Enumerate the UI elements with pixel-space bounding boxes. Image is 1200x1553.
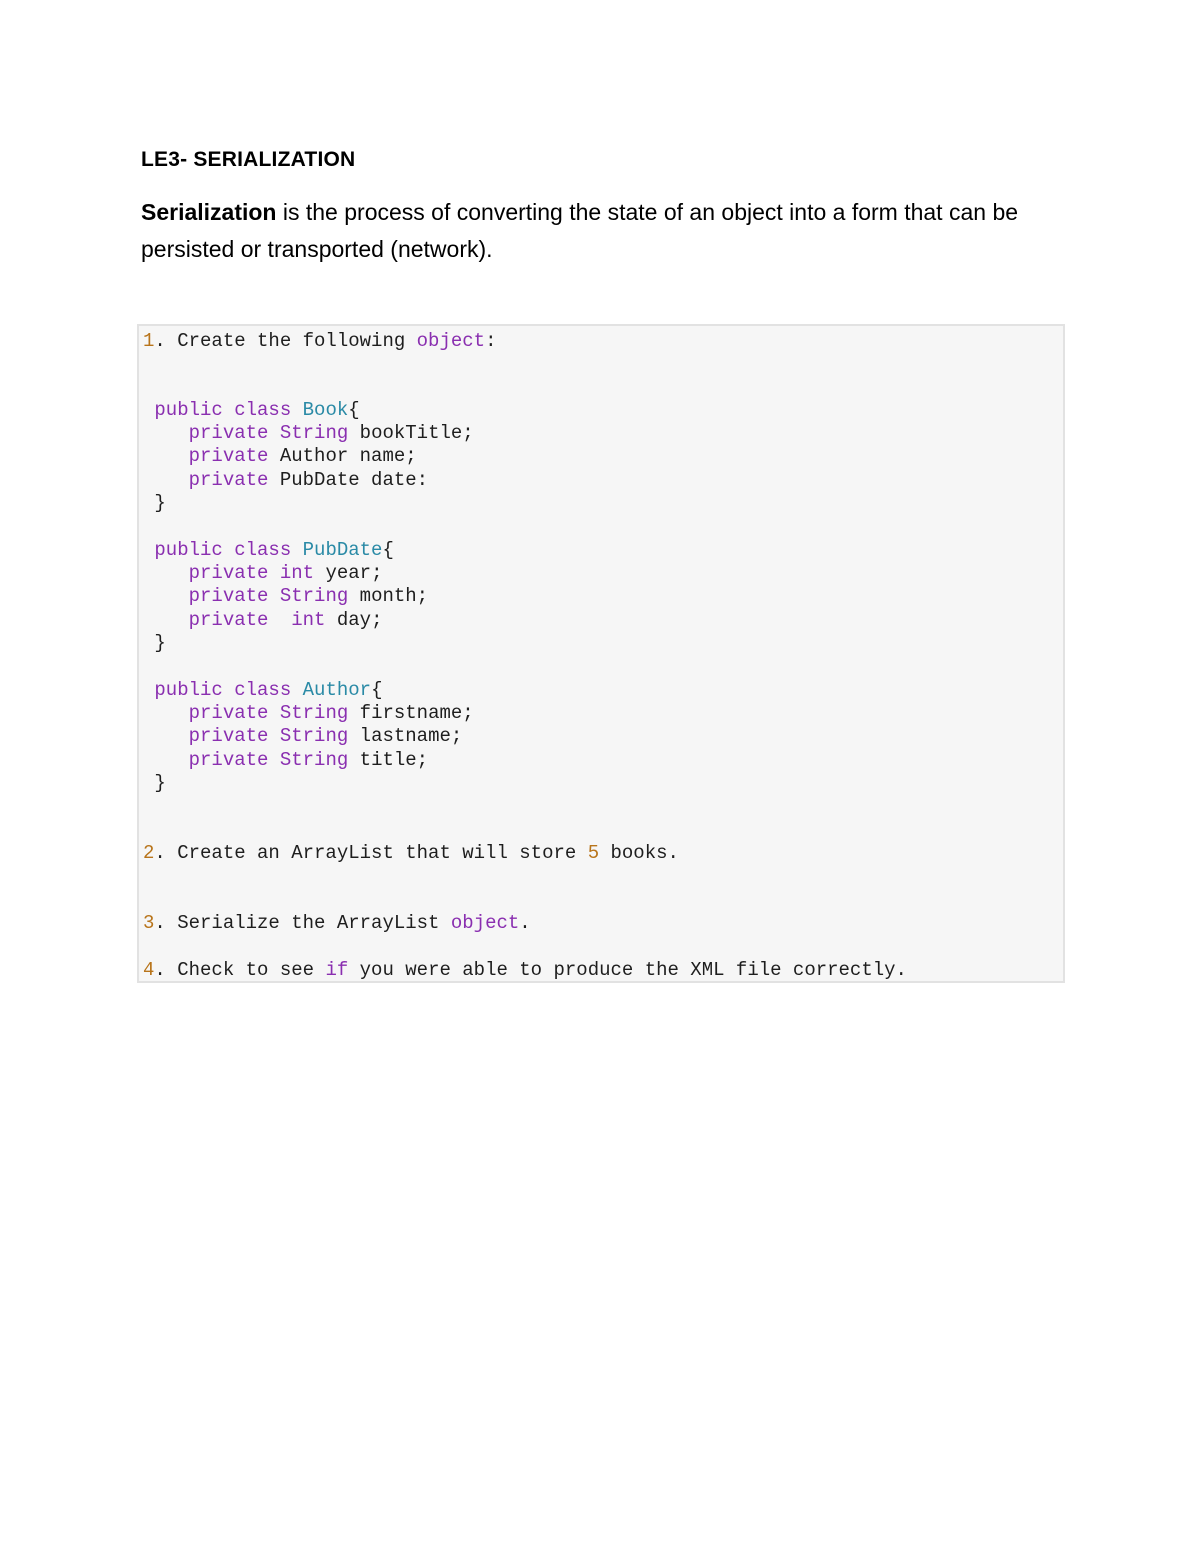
code-token: object bbox=[416, 330, 486, 352]
code-token bbox=[143, 445, 189, 467]
code-token: PubDate date: bbox=[268, 469, 429, 491]
intro-paragraph bbox=[141, 194, 1061, 268]
code-token: bookTitle; bbox=[348, 422, 474, 444]
code-token bbox=[143, 399, 154, 421]
code-token bbox=[143, 609, 189, 631]
code-token: you were able to produce the XML file correctly. bbox=[348, 959, 907, 981]
code-token: private bbox=[188, 562, 269, 584]
code-token: private bbox=[188, 609, 269, 631]
code-line bbox=[143, 468, 428, 492]
code-line bbox=[143, 771, 166, 795]
code-token: { bbox=[348, 399, 360, 421]
code-line bbox=[143, 584, 428, 608]
code-line bbox=[143, 841, 679, 865]
code-line bbox=[143, 491, 166, 515]
code-token: books. bbox=[599, 842, 679, 864]
code-token bbox=[268, 585, 279, 607]
code-token: Author name; bbox=[268, 445, 417, 467]
code-token bbox=[268, 749, 279, 771]
code-token bbox=[268, 422, 279, 444]
code-token bbox=[143, 725, 189, 747]
code-token: firstname; bbox=[348, 702, 474, 724]
intro-term: Serialization bbox=[141, 199, 277, 225]
code-token: 4 bbox=[143, 959, 155, 981]
code-token: PubDate bbox=[302, 539, 383, 561]
code-line bbox=[143, 631, 166, 655]
code-token: String bbox=[279, 585, 349, 607]
code-token bbox=[143, 585, 189, 607]
code-token: Book bbox=[302, 399, 349, 421]
code-token: String bbox=[279, 702, 349, 724]
code-line bbox=[143, 748, 428, 772]
code-token bbox=[268, 609, 291, 631]
code-token: private bbox=[188, 749, 269, 771]
code-token: private bbox=[188, 422, 269, 444]
code-token: private bbox=[188, 585, 269, 607]
code-line bbox=[143, 678, 382, 702]
code-token bbox=[268, 725, 279, 747]
code-token: private bbox=[188, 445, 269, 467]
code-token: public class bbox=[154, 679, 292, 701]
code-token: } bbox=[143, 492, 166, 514]
code-token bbox=[143, 422, 189, 444]
code-line bbox=[143, 561, 382, 585]
code-line bbox=[143, 421, 474, 445]
code-token: 1 bbox=[143, 330, 155, 352]
code-token: private bbox=[188, 702, 269, 724]
code-token: 2 bbox=[143, 842, 155, 864]
code-line bbox=[143, 608, 382, 632]
code-token: . Serialize the ArrayList bbox=[154, 912, 451, 934]
code-token: 3 bbox=[143, 912, 155, 934]
code-token: . Check to see bbox=[154, 959, 326, 981]
code-line bbox=[143, 911, 531, 935]
code-line bbox=[143, 398, 360, 422]
code-token: year; bbox=[314, 562, 383, 584]
code-token: month; bbox=[348, 585, 429, 607]
code-token: private bbox=[188, 725, 269, 747]
code-token bbox=[143, 562, 189, 584]
page-title: LE3- SERIALIZATION bbox=[141, 148, 356, 171]
code-line bbox=[143, 444, 417, 468]
code-token: { bbox=[371, 679, 383, 701]
code-token: int bbox=[291, 609, 326, 631]
code-token: . Create an ArrayList that will store bbox=[154, 842, 588, 864]
code-token bbox=[291, 539, 302, 561]
code-token: if bbox=[325, 959, 349, 981]
code-token: : bbox=[485, 330, 497, 352]
code-line bbox=[143, 329, 496, 353]
code-token bbox=[143, 702, 189, 724]
code-token: day; bbox=[325, 609, 383, 631]
code-token bbox=[291, 679, 302, 701]
code-token: . Create the following bbox=[154, 330, 417, 352]
code-token bbox=[268, 702, 279, 724]
code-line bbox=[143, 724, 462, 748]
code-token: public class bbox=[154, 399, 292, 421]
code-token: private bbox=[188, 469, 269, 491]
code-token: String bbox=[279, 422, 349, 444]
code-token: Author bbox=[302, 679, 372, 701]
code-token: public class bbox=[154, 539, 292, 561]
code-token bbox=[143, 679, 154, 701]
code-token bbox=[268, 562, 279, 584]
code-token: String bbox=[279, 749, 349, 771]
code-token bbox=[291, 399, 302, 421]
code-token bbox=[143, 749, 189, 771]
code-line bbox=[143, 958, 907, 982]
code-token: { bbox=[382, 539, 394, 561]
code-token: object bbox=[450, 912, 520, 934]
code-token: } bbox=[143, 632, 166, 654]
code-token: } bbox=[143, 772, 166, 794]
code-token: String bbox=[279, 725, 349, 747]
code-token: title; bbox=[348, 749, 429, 771]
intro-text: is the process of converting the state of an object into a form that can be persisted or transported (network). bbox=[141, 199, 1019, 262]
code-token: lastname; bbox=[348, 725, 463, 747]
code-token: . bbox=[519, 912, 531, 934]
code-block bbox=[137, 324, 1065, 983]
code-token: 5 bbox=[587, 842, 600, 864]
code-line bbox=[143, 701, 474, 725]
code-token bbox=[143, 539, 154, 561]
code-line bbox=[143, 538, 394, 562]
code-token: int bbox=[279, 562, 315, 584]
code-token bbox=[143, 469, 189, 491]
